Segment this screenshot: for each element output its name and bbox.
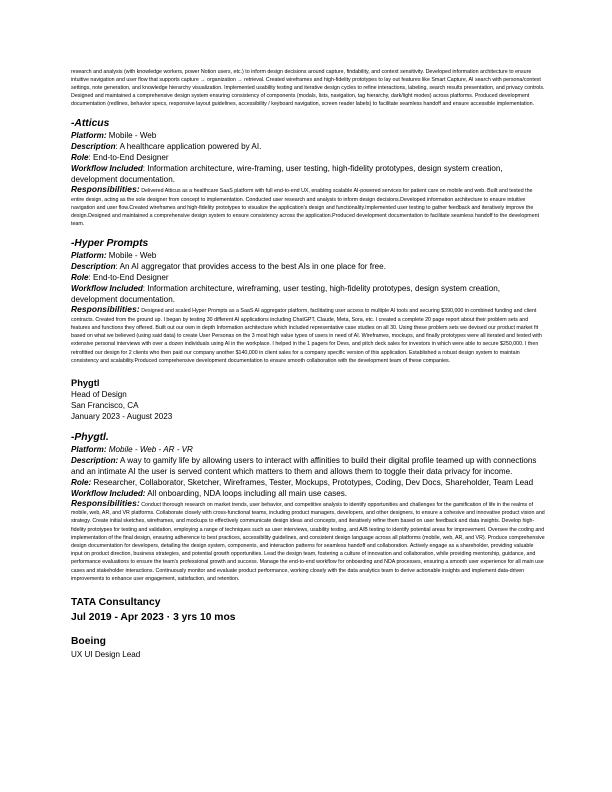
description-label: Description: [71,455,119,465]
responsibilities-label: Responsibilities: [71,184,140,195]
project-title: -Phygtl. [71,431,109,443]
workflow-value: Information architecture, wire-framing, user testing, high-fidelity prototypes, design system creation, development documentation. [71,164,503,185]
responsibilities-value: Delivered Atticus as a healthcare SaaS platform with full end-to-end UX, enabling scalable AI-powered services for patient care on mobile and web. Built and tested the entire design, acting as the sole designer from concept to implementation. Conducted user research and analysis to inform design decisions.Developed information architecture to ensure intuitive navigation and user flow.Created wireframes and high-fidelity prototypes to visualize the application's design and functionality.Implemented user testing to gather feedback and iteratively improve the design.Designed and maintained a comprehensive design system to ensure consistency across the application.Produced development documentation to facilitate seamless handoff to the development team. [71,188,540,228]
job-dates: Jul 2019 - Apr 2023 · 3 yrs 10 mos [71,611,236,623]
platform-label: Platform: [71,444,107,454]
resume-page [71,68,545,660]
colon: : [142,164,146,174]
project-hyper-prompts [71,237,545,364]
project-title: -Hyper Prompts [71,238,149,250]
role-label: Role: [71,477,92,487]
workflow-field [71,163,545,185]
role-label: Role [71,153,89,163]
responsibilities-value: Conduct thorough research on market trends, user behavior, and competitive analysis to identify opportunities and challenges for the gamification of life in the realms of mobile, web, AR, and VR platforms. Collaborate closely with cross-functional teams, including product managers, developers, and other designers, to ensure a cohesive and innovative product vision and strategy. Create initial sketches, wireframes, and mockups to effectively communicate design ideas and concepts, and iteratively refine them based on user feedback and data insights. Develop high-fidelity prototypes for testing and validation, employing a range of techniques such as user interviews, usability testing, and A/B testing to identify potential areas for improvement. Oversee the coding and implementation of the final design, ensuring adherence to best practices, accessibility guidelines, and consistent design language across all platforms (mobile, web, AR, and VR). Produce comprehensive design documentation for developers, detailing the design system, components, and interaction patterns for seamless handoff and collaboration. Actively engage as a shareholder, providing valuable input on product direction, business strategies, and potential growth opportunities. Lead the design team, fostering a culture of innovation and collaboration, while providing mentorship, guidance, and performance evaluations to ensure the team's professional growth and success. Manage the end-to-end workflow for onboarding and NDA processes, ensuring a smooth user experience for all main use cases and stakeholder interactions. Continuously monitor and evaluate product performance, working closely with the data analytics team to derive actionable insights and implement data-driven improvements to enhance user engagement, satisfaction, and retention. [71,501,545,582]
role-field [71,152,545,163]
description-field [71,141,545,152]
job-location: San Francisco, CA [71,400,139,410]
responsibilities-value: Designed and scaled Hyper Prompts as a SaaS AI aggregator platform, facilitating user access to multiple AI tools and securing $390,000 in combined funding and client contracts. Created from the ground up. I began by testing 30 different AI applications including ChatGPT, Claude, Meta, Sora, etc. I created a complete 20 page report about their problem sets and features and functions they offered. Built out our own in depth Information architecture which included representative case studies on all 30. Using these problem sets we devised our product market fit based on what we believed (using said data) to create User Personas on the 3 most high value types of users in need of AI. Wireframes, mockups, and finally prototypes were all iterated and tested with extensive personal interviews with over a dozen individuals using AI in the workplace. I helped in the 1 pagers for Devs, and pitch deck sales for investors in which were able to secure $250,000. I then retrofitted our design for 2 clients who then paid our company another $140,000 in client sales for a company specific version of this application. Established a robust design system to maintain consistency and scalability.Produced comprehensive development documentation to ensure smooth collaboration with the development team of these companies. [71,308,542,364]
workflow-value: All onboarding, NDA loops including all main use cases. [145,488,348,498]
platform-value: Mobile - Web [106,131,157,141]
description-field [71,261,545,272]
company-name: Phygtl [71,377,100,388]
role-field [71,272,545,283]
workflow-label: Workflow Included [71,284,143,294]
workflow-label: Workflow Included: [71,488,146,498]
description-value: A healthcare application powered by AI. [117,142,262,152]
workflow-label: Workflow Included [71,164,143,174]
project-atticus [71,117,545,228]
description-field [71,455,545,477]
workflow-value: Information architecture, wireframing, user testing, high-fidelity prototypes, design system creation, development documentation. [71,284,500,305]
description-value: An AI aggregator that provides access to the best AIs in one place for free. [117,262,386,272]
role-value: End-to-End Designer [90,273,169,283]
role-value: End-to-End Designer [90,153,169,163]
intro-paragraph: research and analysis (with knowledge workers, power Notion users, etc.) to inform design decisions around capture, findability, and context sensitivity. Developed information architecture to ensure intuitive navigation and user flow that supports capture → organization → retrieval. Created wireframes and high-fidelity prototypes to lay out features like Smart Capture, AI search with persona/context settings, note generation, and knowledge hierarchy visualization. Implemented usability testing and iterative design cycles to refine interactions, labeling, search results presentation, and privacy controls. Designed and maintained a comprehensive design system ensuring consistency of components (modals, lists, navigation, tag hierarchy, dark/light modes) across platforms. Produced development documentation (redlines, behavior specs, responsive layout guidelines, accessibility / keyboard navigation, screen reader labels) to facilitate seamless handoff and ensure accessible implementation. [71,69,545,108]
colon: : [115,262,118,272]
job-phygtl [71,377,545,422]
responsibilities-field [71,499,545,583]
project-title: -Atticus [71,118,110,130]
job-title: Head of Design [71,389,127,399]
workflow-field [71,488,545,499]
platform-value: Mobile - Web [106,251,157,261]
platform-field [71,444,545,455]
role-value: Researcher, Collaborator, Sketcher, Wireframes, Tester, Mockups, Prototypes, Coding, Dev Docs, Shareholder, Team Lead [91,477,534,487]
role-label: Role [71,273,89,283]
platform-field [71,250,545,261]
responsibilities-label: Responsibilities: [71,304,140,315]
description-value: A way to gamify life by allowing users to interact with affinities to build their digital profile teamed up with connections and an intimate AI the user is served content which matters to them and allows them to toggle their data privacy for income. [71,455,537,476]
job-dates: January 2023 - August 2023 [71,411,173,421]
colon: : [115,142,118,152]
description-label: Description [71,262,116,272]
project-phygtl [71,431,545,583]
colon: : [142,284,146,294]
company-name: TATA Consultancy [71,596,161,608]
platform-value: Mobile - Web - AR - VR [106,444,193,454]
description-label: Description [71,142,116,152]
colon: : [88,153,91,163]
responsibilities-field [71,185,545,228]
colon: : [88,273,91,283]
platform-label: Platform: [71,131,107,141]
job-tata [71,595,545,625]
platform-label: Platform: [71,251,107,261]
responsibilities-label: Responsibilities: [71,497,140,508]
responsibilities-field [71,305,545,364]
company-name: Boeing [71,635,106,647]
job-boeing [71,634,545,660]
workflow-field [71,283,545,305]
platform-field [71,130,545,141]
job-title: UX UI Design Lead [71,649,141,659]
role-field [71,477,545,488]
